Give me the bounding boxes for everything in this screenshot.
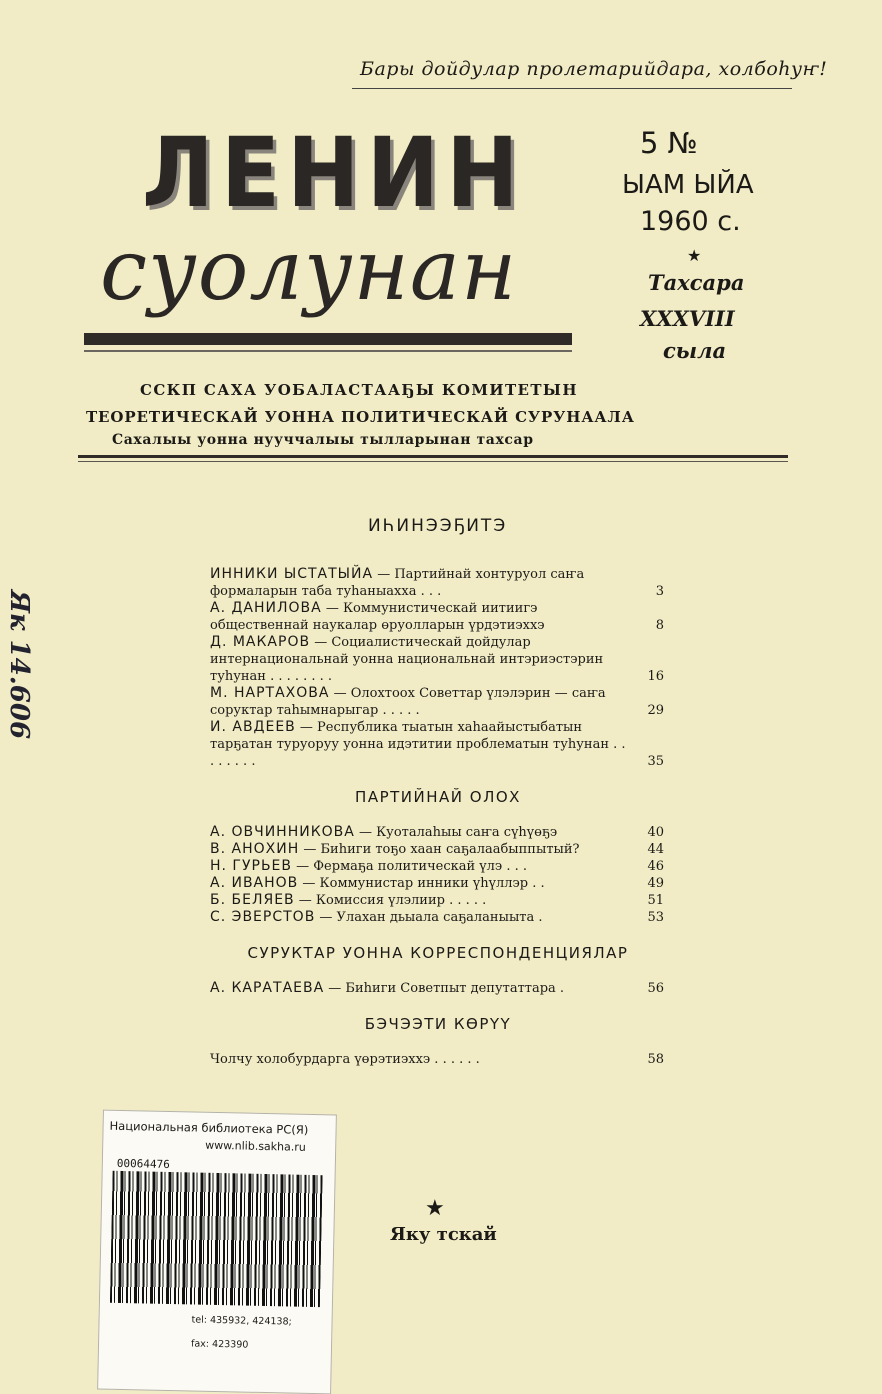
toc-title: Чолчу холобурдарга үөрэтиэххэ . . . . . . xyxy=(210,1052,480,1067)
toc-author: Б. БЕЛЯЕВ xyxy=(210,892,295,908)
publisher-line: ССКП САХА УОБАЛАСТААҔЫ КОМИТЕТЫН xyxy=(140,381,578,399)
toc-section xyxy=(210,788,666,926)
toc-section xyxy=(210,1015,666,1068)
toc-section-heading: СУРУКТАР УОННА КОРРЕСПОНДЕНЦИЯЛАР xyxy=(247,944,629,962)
publication-year-word: сыла xyxy=(663,338,727,363)
handwritten-inventory-mark: Як 14.606 xyxy=(4,590,34,740)
toc-entry xyxy=(210,566,666,600)
star-icon: ★ xyxy=(425,1196,445,1221)
header-rule xyxy=(78,455,788,458)
toc-title: — Куоталаһыы саҥа сүһүөҕэ xyxy=(354,825,558,840)
issue-number: 5 № xyxy=(640,126,698,160)
toc-entry xyxy=(210,841,666,858)
toc-title: — Комиссия үлэлиир . . . . . xyxy=(294,893,487,908)
toc-author: А. ОВЧИННИКОВА xyxy=(210,824,355,840)
toc-page: 35 xyxy=(647,754,664,769)
toc-page: 8 xyxy=(655,618,664,633)
toc-author: С. ЭВЕРСТОВ xyxy=(210,909,316,925)
toc-page: 53 xyxy=(647,910,664,925)
toc-page: 56 xyxy=(647,981,664,996)
header-rule-thin xyxy=(78,461,788,462)
motto: Бары дойдулар пролетарийдара, холбоһуҥ! xyxy=(360,58,828,80)
star-icon: ★ xyxy=(687,246,702,265)
toc-title: — Коммунистар инники үһүллэр . . xyxy=(298,876,545,891)
toc-title: — Республика тыатын хаһаайыстыбатын тарҕатан туруоруу уонна идэтитии проблематын туһунан . . . . . . . . xyxy=(210,720,626,769)
toc-page: 40 xyxy=(647,825,664,840)
toc-author: ИННИКИ ЫСТАТЫЙА xyxy=(210,566,374,582)
library-url: www.nlib.sakha.ru xyxy=(205,1138,306,1154)
toc-title: — Биһиги Советпыт депутаттара . xyxy=(324,981,565,996)
publication-year-label: Тахсара xyxy=(648,270,745,295)
toc-page: 29 xyxy=(647,703,664,718)
toc-title: — Олохтоох Советтар үлэлэрин — саҥа соруктар таһымнарыгар . . . . . xyxy=(210,686,606,718)
barcode-icon xyxy=(110,1171,323,1307)
toc-entry xyxy=(210,892,666,909)
library-barcode-sticker xyxy=(97,1110,337,1394)
library-name: Национальная библиотека РС(Я) xyxy=(109,1118,309,1137)
toc-title: — Социалистическай дойдулар интернациональнай уонна национальнай интэриэстэрин туһунан . . . . . . . . xyxy=(210,635,604,684)
issue-year: 1960 с. xyxy=(640,206,741,237)
publication-city: Яку тскай xyxy=(390,1224,497,1245)
toc-entry xyxy=(210,685,666,719)
toc-section-heading: ПАРТИЙНАЙ ОЛОХ xyxy=(355,788,521,806)
toc-author: А. ИВАНОВ xyxy=(210,875,299,891)
toc-author: М. НАРТАХОВА xyxy=(210,685,330,701)
toc-entry xyxy=(210,980,666,997)
motto-underline xyxy=(352,88,792,89)
library-fax: fax: 423390 xyxy=(190,1338,249,1351)
toc-page: 58 xyxy=(647,1052,664,1067)
toc-entry xyxy=(210,1051,666,1068)
masthead-title-lenin: ЛЕНИН xyxy=(142,117,526,229)
toc-page: 3 xyxy=(655,584,664,599)
toc-title: — Биһиги тоҕо хаан саҕалаабыппытый? xyxy=(299,842,580,857)
toc-author: В. АНОХИН xyxy=(210,841,300,857)
issue-month: ЫАМ ЫЙА xyxy=(622,170,754,200)
toc-section xyxy=(210,566,666,770)
toc-entry xyxy=(210,858,666,875)
table-of-contents xyxy=(210,566,666,1068)
toc-title: — Фермаҕа политическай үлэ . . . xyxy=(292,859,527,874)
toc-author: И. АВДЕЕВ xyxy=(210,719,296,735)
toc-section xyxy=(210,944,666,997)
toc-author: Д. МАКАРОВ xyxy=(210,634,311,650)
toc-author: Н. ГУРЬЕВ xyxy=(210,858,292,874)
toc-page: 49 xyxy=(647,876,664,891)
toc-entry xyxy=(210,909,666,926)
publication-year-number: XXXVIII xyxy=(640,306,735,331)
publisher-subline: Сахалыы уонна нууччалыы тылларынан тахсар xyxy=(112,432,534,448)
toc-entry xyxy=(210,600,666,634)
masthead-bar xyxy=(84,333,572,345)
toc-title: — Улахан дьыала саҕаланыыта . xyxy=(315,910,543,925)
toc-title: — Коммунистическай иитиигэ общественнай наукалар өруолларын үрдэтиэххэ xyxy=(210,601,545,633)
masthead-title-suolunan: суолунан xyxy=(100,221,518,319)
publisher-line: ТЕОРЕТИЧЕСКАЙ УОННА ПОЛИТИЧЕСКАЙ СУРУНААЛА xyxy=(86,408,635,426)
masthead-bar-thin xyxy=(84,350,572,352)
library-phone: tel: 435932, 424138; xyxy=(191,1314,292,1328)
library-code: 00064476 xyxy=(116,1156,170,1171)
toc-page: 51 xyxy=(647,893,664,908)
toc-entry xyxy=(210,824,666,841)
toc-entry xyxy=(210,719,666,770)
toc-page: 16 xyxy=(647,669,664,684)
toc-author: А. КАРАТАЕВА xyxy=(210,980,325,996)
toc-title: — Партийнай хонтуруол саҥа формаларын таба туһаныахха . . . xyxy=(210,567,585,599)
toc-author: А. ДАНИЛОВА xyxy=(210,600,322,616)
toc-entry xyxy=(210,875,666,892)
contents-heading: ИҺИНЭЭҔИТЭ xyxy=(368,516,508,536)
toc-entry xyxy=(210,634,666,685)
toc-page: 46 xyxy=(647,859,664,874)
toc-section-heading: БЭЧЭЭТИ КӨРҮҮ xyxy=(364,1015,512,1033)
toc-page: 44 xyxy=(647,842,664,857)
